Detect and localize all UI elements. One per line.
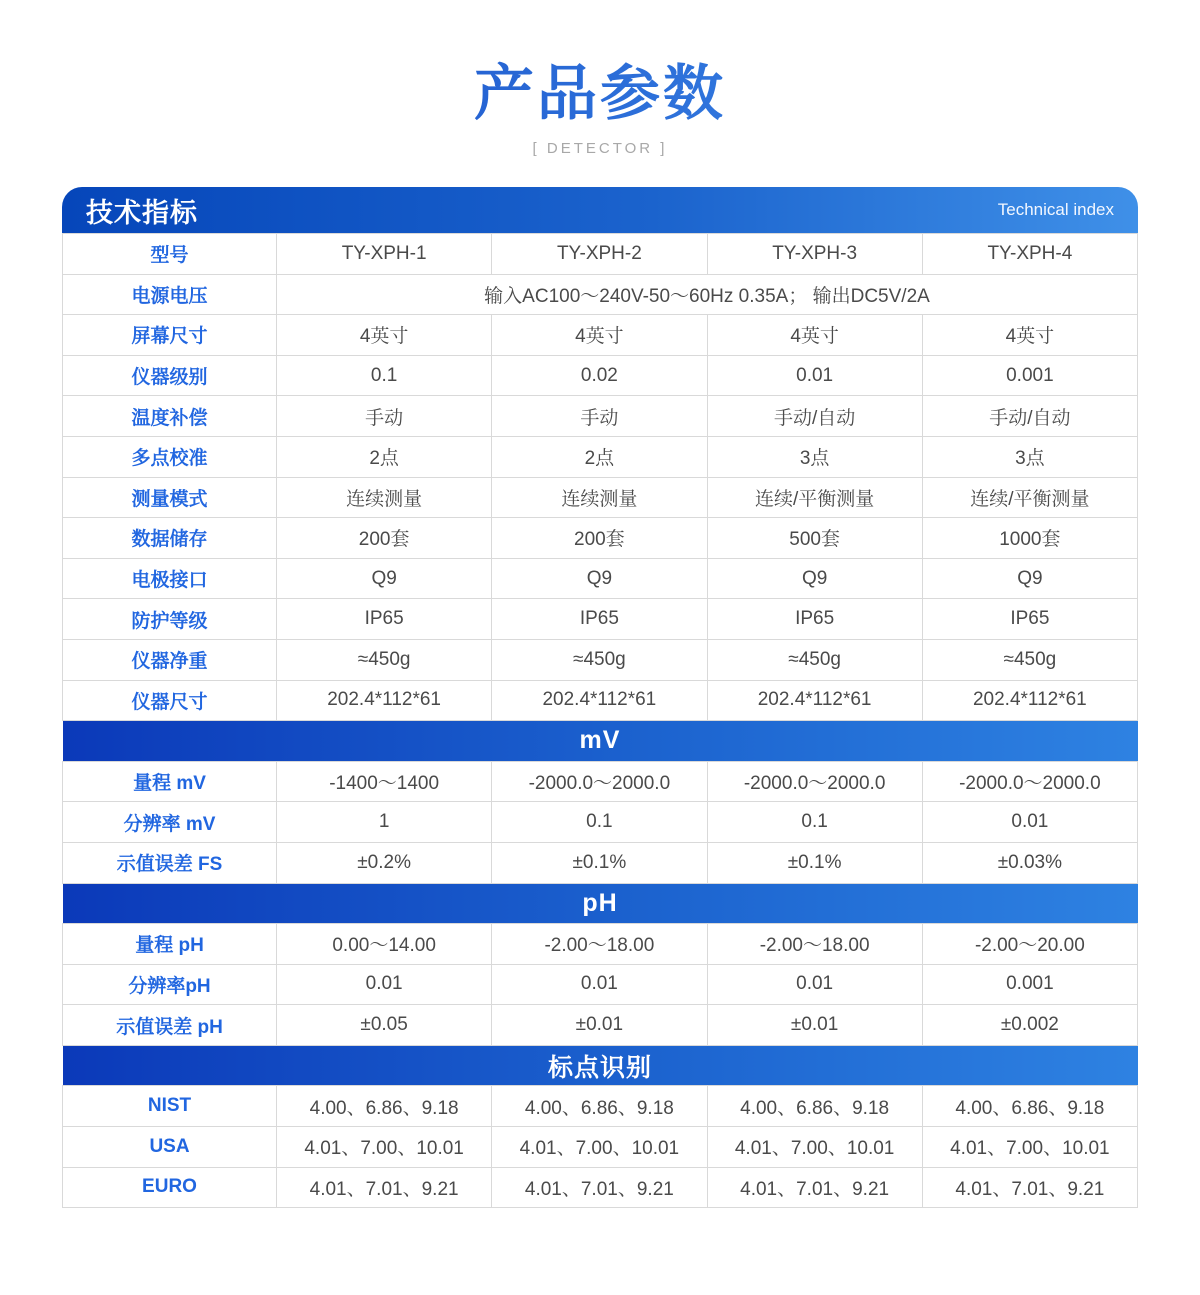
row-value: 0.1 <box>277 355 492 396</box>
row-value-span: 输入AC100～240V-50～60Hz 0.35A； 输出DC5V/2A <box>277 274 1138 315</box>
row-value: 4.00、6.86、9.18 <box>922 1086 1137 1127</box>
row-label: 仪器尺寸 <box>63 680 277 721</box>
row-value: 3点 <box>707 436 922 477</box>
table-header-title-en: Technical index <box>997 200 1114 219</box>
row-value: ≈450g <box>707 639 922 680</box>
row-value: 4.01、7.00、10.01 <box>277 1127 492 1168</box>
row-label: 电极接口 <box>63 558 277 599</box>
row-label: 分辨率 mV <box>63 802 277 843</box>
row-value: IP65 <box>277 599 492 640</box>
table-row <box>63 355 1138 396</box>
row-label: EURO <box>63 1167 277 1208</box>
row-value: ±0.05 <box>277 1005 492 1046</box>
row-value: 手动 <box>277 396 492 437</box>
table-row <box>63 315 1138 356</box>
row-value: 4.01、7.00、10.01 <box>492 1127 707 1168</box>
row-value: 0.01 <box>707 355 922 396</box>
table-header-bar <box>62 187 1138 233</box>
row-value: 202.4*112*61 <box>277 680 492 721</box>
row-value: IP65 <box>707 599 922 640</box>
row-value: 4英寸 <box>277 315 492 356</box>
row-value: 3点 <box>922 436 1137 477</box>
row-value: 0.01 <box>922 802 1137 843</box>
table-row <box>63 1005 1138 1046</box>
row-value: Q9 <box>492 558 707 599</box>
row-label: 防护等级 <box>63 599 277 640</box>
row-value: 4.01、7.01、9.21 <box>922 1167 1137 1208</box>
table-row <box>63 599 1138 640</box>
table-row <box>63 924 1138 965</box>
row-value: Q9 <box>277 558 492 599</box>
table-row <box>63 477 1138 518</box>
section-band-row <box>63 721 1138 762</box>
row-value: TY-XPH-4 <box>922 234 1137 275</box>
row-value: -2000.0～2000.0 <box>922 761 1137 802</box>
row-value: 2点 <box>492 436 707 477</box>
row-label: 测量模式 <box>63 477 277 518</box>
row-value: 4.01、7.01、9.21 <box>492 1167 707 1208</box>
row-value: -2.00～18.00 <box>492 924 707 965</box>
row-value: 200套 <box>492 518 707 559</box>
row-value: IP65 <box>922 599 1137 640</box>
row-value: 0.01 <box>707 964 922 1005</box>
section-band-row <box>63 1045 1138 1086</box>
row-label: 分辨率pH <box>63 964 277 1005</box>
row-value: -2000.0～2000.0 <box>492 761 707 802</box>
row-value: Q9 <box>922 558 1137 599</box>
row-value: 4.01、7.00、10.01 <box>922 1127 1137 1168</box>
row-value: 0.01 <box>277 964 492 1005</box>
row-label: 示值误差 FS <box>63 842 277 883</box>
row-value: ±0.1% <box>707 842 922 883</box>
table-row <box>63 518 1138 559</box>
row-value: ≈450g <box>277 639 492 680</box>
row-label: 型号 <box>63 234 277 275</box>
row-value: ±0.01 <box>707 1005 922 1046</box>
row-label: 屏幕尺寸 <box>63 315 277 356</box>
section-title: pH <box>63 883 1138 924</box>
row-value: 202.4*112*61 <box>707 680 922 721</box>
row-value: 0.1 <box>707 802 922 843</box>
row-value: -2.00～20.00 <box>922 924 1137 965</box>
row-value: -1400～1400 <box>277 761 492 802</box>
table-row <box>63 436 1138 477</box>
table-row <box>63 558 1138 599</box>
row-label: 量程 pH <box>63 924 277 965</box>
table-row <box>63 802 1138 843</box>
row-value: TY-XPH-1 <box>277 234 492 275</box>
row-value: 连续测量 <box>492 477 707 518</box>
row-value: ±0.1% <box>492 842 707 883</box>
section-title: mV <box>63 721 1138 762</box>
row-value: 202.4*112*61 <box>492 680 707 721</box>
row-value: 连续/平衡测量 <box>922 477 1137 518</box>
table-row <box>63 1167 1138 1208</box>
row-value: 0.1 <box>492 802 707 843</box>
table-row <box>63 680 1138 721</box>
row-value: ±0.002 <box>922 1005 1137 1046</box>
table-row <box>63 761 1138 802</box>
row-label: 温度补偿 <box>63 396 277 437</box>
row-value: 1000套 <box>922 518 1137 559</box>
row-value: ≈450g <box>922 639 1137 680</box>
row-value: 0.00～14.00 <box>277 924 492 965</box>
row-value: 0.01 <box>492 964 707 1005</box>
row-value: Q9 <box>707 558 922 599</box>
row-value: 4英寸 <box>492 315 707 356</box>
table-row <box>63 396 1138 437</box>
row-value: 200套 <box>277 518 492 559</box>
spec-table-body <box>63 234 1138 1208</box>
row-value: 1 <box>277 802 492 843</box>
row-label: USA <box>63 1127 277 1168</box>
row-value: -2000.0～2000.0 <box>707 761 922 802</box>
row-value: 手动/自动 <box>707 396 922 437</box>
row-value: 4英寸 <box>707 315 922 356</box>
table-row <box>63 1127 1138 1168</box>
section-band-row <box>63 883 1138 924</box>
row-label: 电源电压 <box>63 274 277 315</box>
row-value: 连续/平衡测量 <box>707 477 922 518</box>
row-label: 量程 mV <box>63 761 277 802</box>
row-value: 4.01、7.00、10.01 <box>707 1127 922 1168</box>
row-value: 手动/自动 <box>922 396 1137 437</box>
row-label: 示值误差 pH <box>63 1005 277 1046</box>
row-value: ±0.01 <box>492 1005 707 1046</box>
row-value: 4英寸 <box>922 315 1137 356</box>
row-value: 0.001 <box>922 355 1137 396</box>
table-row <box>63 639 1138 680</box>
row-value: ±0.03% <box>922 842 1137 883</box>
page-title: 产品参数 <box>0 56 1200 132</box>
row-value: 0.02 <box>492 355 707 396</box>
table-row <box>63 234 1138 275</box>
row-label: 多点校准 <box>63 436 277 477</box>
row-value: 手动 <box>492 396 707 437</box>
row-label: 数据储存 <box>63 518 277 559</box>
row-value: IP65 <box>492 599 707 640</box>
row-label: NIST <box>63 1086 277 1127</box>
row-value: 2点 <box>277 436 492 477</box>
row-value: TY-XPH-3 <box>707 234 922 275</box>
page-subtitle: [ DETECTOR ] <box>532 140 668 157</box>
spec-card <box>62 187 1138 1208</box>
row-label: 仪器级别 <box>63 355 277 396</box>
table-row <box>63 964 1138 1005</box>
row-value: TY-XPH-2 <box>492 234 707 275</box>
row-value: 202.4*112*61 <box>922 680 1137 721</box>
section-title: 标点识别 <box>63 1045 1138 1086</box>
row-value: ±0.2% <box>277 842 492 883</box>
row-value: 4.01、7.01、9.21 <box>277 1167 492 1208</box>
row-value: 500套 <box>707 518 922 559</box>
row-label: 仪器净重 <box>63 639 277 680</box>
row-value: 4.00、6.86、9.18 <box>277 1086 492 1127</box>
row-value: 0.001 <box>922 964 1137 1005</box>
row-value: ≈450g <box>492 639 707 680</box>
table-row <box>63 842 1138 883</box>
row-value: 连续测量 <box>277 477 492 518</box>
row-value: 4.00、6.86、9.18 <box>707 1086 922 1127</box>
table-row <box>63 274 1138 315</box>
spec-table <box>62 233 1138 1208</box>
row-value: 4.01、7.01、9.21 <box>707 1167 922 1208</box>
row-value: 4.00、6.86、9.18 <box>492 1086 707 1127</box>
table-header-title-zh: 技术指标 <box>86 197 198 228</box>
row-value: -2.00～18.00 <box>707 924 922 965</box>
table-row <box>63 1086 1138 1127</box>
